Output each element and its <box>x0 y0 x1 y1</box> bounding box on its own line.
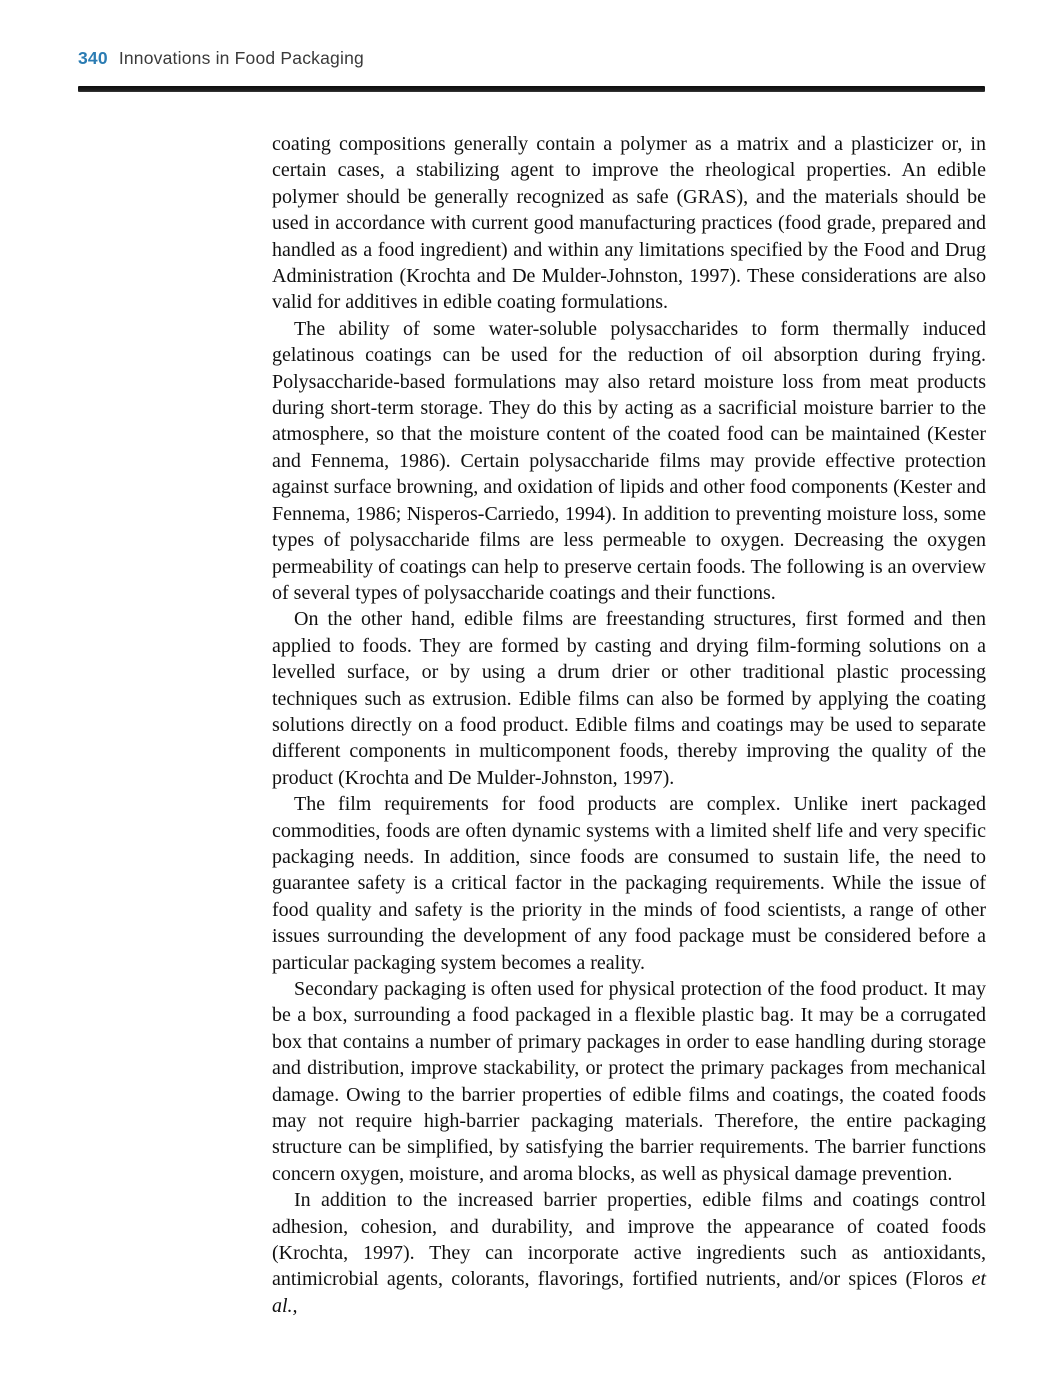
paragraph-text: coating compositions generally contain a polymer as a matrix and a plasticizer or, in certain cases, a stabilizing agent to improve the rheological properties. An edible polymer should be generally recognized as safe (GRAS), and the materials should be used in accordance with current good manufacturing practices (food grade, prepared and handled as a food ingredient) and within any limitations specified by the Food and Drug Administration (Krochta and De Mulder-Johnston, 1997). These considerations are also valid for additives in edible coating formulations. <box>272 133 986 314</box>
paragraph-text: On the other hand, edible films are freestanding structures, first formed and then applied to foods. They are formed by casting and drying film-forming solutions on a levelled surface, or by using a drum drier or other traditional plastic processing techniques such as extrusion. Edible films can also be formed by applying the coating solutions directly on a food product. Edible films and coatings may be used to separate different components in multicomponent foods, thereby improving the quality of the product (Krochta and De Mulder-Johnston, 1997). <box>272 608 986 789</box>
body-text <box>272 131 986 1319</box>
header-rule <box>78 86 985 92</box>
running-header <box>78 48 985 69</box>
paragraph-text: Secondary packaging is often used for physical protection of the food product. It may be a box, surrounding a food packaged in a flexible plastic bag. It may be a corrugated box that contains a number of primary packages in order to ease handling during storage and distribution, improve stackability, or protect the primary packages from mechanical damage. Owing to the barrier properties of edible films and coatings, the coated foods may not require high-barrier packaging materials. Therefore, the entire packaging structure can be simplified, by satisfying the barrier requirements. The barrier functions concern oxygen, moisture, and aroma blocks, as well as physical damage prevention. <box>272 978 986 1185</box>
paragraph <box>272 791 986 976</box>
paragraph <box>272 1187 986 1319</box>
paragraph <box>272 316 986 606</box>
paragraph <box>272 606 986 791</box>
page-number: 340 <box>78 48 108 68</box>
paragraph-text: The film requirements for food products are complex. Unlike inert packaged commodities, foods are often dynamic systems with a limited shelf life and very specific packaging needs. In addition, since foods are consumed to sustain life, the need to guarantee safety is a critical factor in the packaging requirements. While the issue of food quality and safety is the priority in the minds of food scientists, a range of other issues surrounding the development of any food package must be considered before a particular packaging system becomes a reality. <box>272 793 986 974</box>
paragraph-text: The ability of some water-soluble polysaccharides to form thermally induced gelatinous coatings can be used for the reduction of oil absorption during frying. Polysaccharide-based formulations may also retard moisture loss from meat products during short-term storage. They do this by acting as a sacrificial moisture barrier to the atmosphere, so that the moisture content of the coated food can be maintained (Kester and Fennema, 1986). Certain polysaccharide films may provide effective protection against surface browning, and oxidation of lipids and other food components (Kester and Fennema, 1986; Nisperos-Carriedo, 1994). In addition to preventing moisture loss, some types of polysaccharide films are less permeable to oxygen. Decreasing the oxygen permeability of coatings can help to preserve certain foods. The following is an overview of several types of polysaccharide coatings and their functions. <box>272 317 986 604</box>
paragraph-text: In addition to the increased barrier properties, edible films and coatings control adhesion, cohesion, and durability, and improve the appearance of coated foods (Krochta, 1997). They can incorporate active ingredients such as antioxidants, antimicrobial agents, colorants, flavorings, fortified nutrients, and/or spices (Floros <box>272 1189 986 1291</box>
paragraph <box>272 131 986 316</box>
chapter-title: Innovations in Food Packaging <box>118 48 364 68</box>
paragraph-italic-citation: et al., <box>272 1268 986 1317</box>
paragraph <box>272 976 986 1187</box>
